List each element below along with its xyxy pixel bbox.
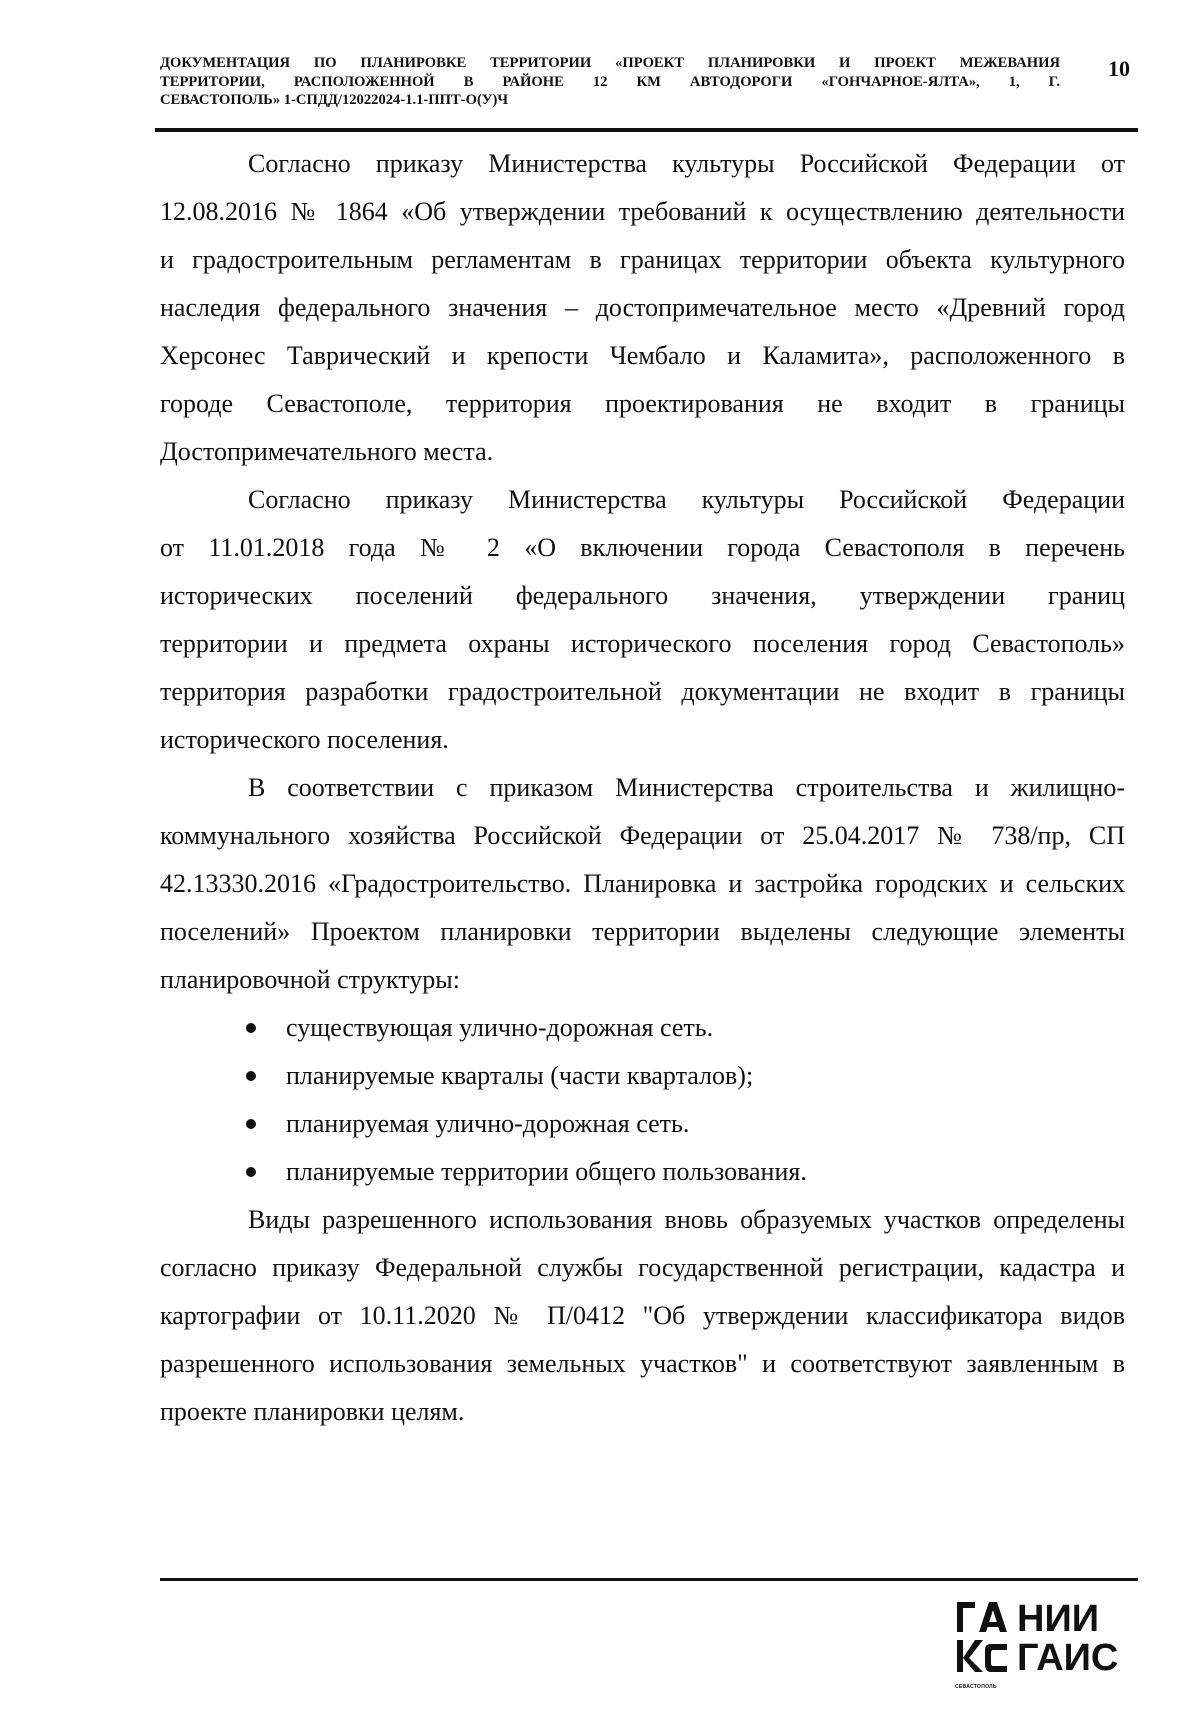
logo-caption: СЕВАСТОПОЛЬ <box>955 1684 997 1690</box>
list-item <box>160 1148 1125 1196</box>
bullet-icon <box>246 1167 256 1177</box>
page-number: 10 <box>1108 56 1130 81</box>
paragraph-line: разрешенного использования земельных участков" и соответствуют заявленным в <box>160 1349 1125 1378</box>
paragraph-line: от 11.01.2018 года № 2 «О включении города Севастополя в перечень <box>160 533 1125 562</box>
paragraph-line: наследия федерального значения – достопримечательное место «Древний город <box>160 293 1125 322</box>
header-line: СЕВАСТОПОЛЬ» 1-СПДД/12022024-1.1-ППТ-О(У)Ч <box>160 92 509 108</box>
bullet-icon <box>246 1071 256 1081</box>
list-item-text: существующая улично-дорожная сеть. <box>286 1013 714 1042</box>
paragraph-line: территории и предмета охраны исторического поселения город Севастополь» <box>160 629 1125 658</box>
list-item <box>160 1052 1125 1100</box>
paragraph-line: исторических поселений федерального значения, утверждении границ <box>160 581 1125 610</box>
document-header <box>160 54 1060 110</box>
paragraph-planning-structure <box>160 764 1125 1004</box>
logo-line-2: ГАИС <box>1017 1637 1119 1679</box>
paragraph-line: согласно приказу Федеральной службы государственной регистрации, кадастра и <box>160 1253 1125 1282</box>
paragraph-land-use <box>160 1196 1125 1436</box>
paragraph-line: планировочной структуры: <box>160 965 460 994</box>
paragraph-line: 12.08.2016 № 1864 «Об утверждении требований к осуществлению деятельности <box>160 197 1125 226</box>
paragraph-line: поселений» Проектом планировки территории выделены следующие элементы <box>160 917 1125 946</box>
logo-mark-icon <box>955 1600 1011 1682</box>
planning-elements-list <box>160 1004 1125 1196</box>
list-item <box>160 1100 1125 1148</box>
paragraph-line: Согласно приказу Министерства культуры Российской Федерации <box>248 485 1125 514</box>
paragraph-line: коммунального хозяйства Российской Федерации от 25.04.2017 № 738/пр, СП <box>160 821 1125 850</box>
document-body <box>160 140 1125 1436</box>
list-item-text: планируемые кварталы (части кварталов); <box>286 1061 754 1090</box>
list-item <box>160 1004 1125 1052</box>
paragraph-historic-settlement <box>160 476 1125 764</box>
list-item-text: планируемая улично-дорожная сеть. <box>286 1109 690 1138</box>
paragraph-line: городе Севастополе, территория проектирования не входит в границы <box>160 389 1125 418</box>
paragraph-line: картографии от 10.11.2020 № П/0412 "Об утверждении классификатора видов <box>160 1301 1125 1330</box>
header-line: ДОКУМЕНТАЦИЯ ПО ПЛАНИРОВКЕ ТЕРРИТОРИИ «ПРОЕКТ ПЛАНИРОВКИ И ПРОЕКТ МЕЖЕВАНИЯ <box>160 55 1060 71</box>
logo-wordmark <box>1017 1600 1118 1678</box>
paragraph-line: и градостроительным регламентам в границах территории объекта культурного <box>160 245 1125 274</box>
paragraph-line: исторического поселения. <box>160 725 449 754</box>
bullet-icon <box>246 1119 256 1129</box>
paragraph-line: Виды разрешенного использования вновь образуемых участков определены <box>248 1205 1125 1234</box>
nii-gais-logo <box>955 1600 1135 1700</box>
paragraph-line: Достопримечательного места. <box>160 437 494 466</box>
paragraph-line: 42.13330.2016 «Градостроительство. Планировка и застройка городских и сельских <box>160 869 1125 898</box>
bullet-icon <box>246 1023 256 1033</box>
paragraph-line: проекте планировки целям. <box>160 1397 465 1426</box>
paragraph-line: территория разработки градостроительной документации не входит в границы <box>160 677 1125 706</box>
paragraph-line: В соответствии с приказом Министерства строительства и жилищно- <box>248 773 1125 802</box>
paragraph-line: Согласно приказу Министерства культуры Российской Федерации от <box>248 149 1125 178</box>
header-line: ТЕРРИТОРИИ, РАСПОЛОЖЕННОЙ В РАЙОНЕ 12 КМ АВТОДОРОГИ «ГОНЧАРНОЕ-ЯЛТА», 1, Г. <box>160 73 1060 90</box>
paragraph-heritage-site <box>160 140 1125 476</box>
paragraph-line: Херсонес Таврический и крепости Чембало и Каламита», расположенного в <box>160 341 1125 370</box>
list-item-text: планируемые территории общего пользования. <box>286 1157 807 1186</box>
header-divider <box>155 128 1138 132</box>
footer-divider <box>160 1578 1138 1581</box>
logo-line-1: НИИ <box>1017 1598 1100 1640</box>
